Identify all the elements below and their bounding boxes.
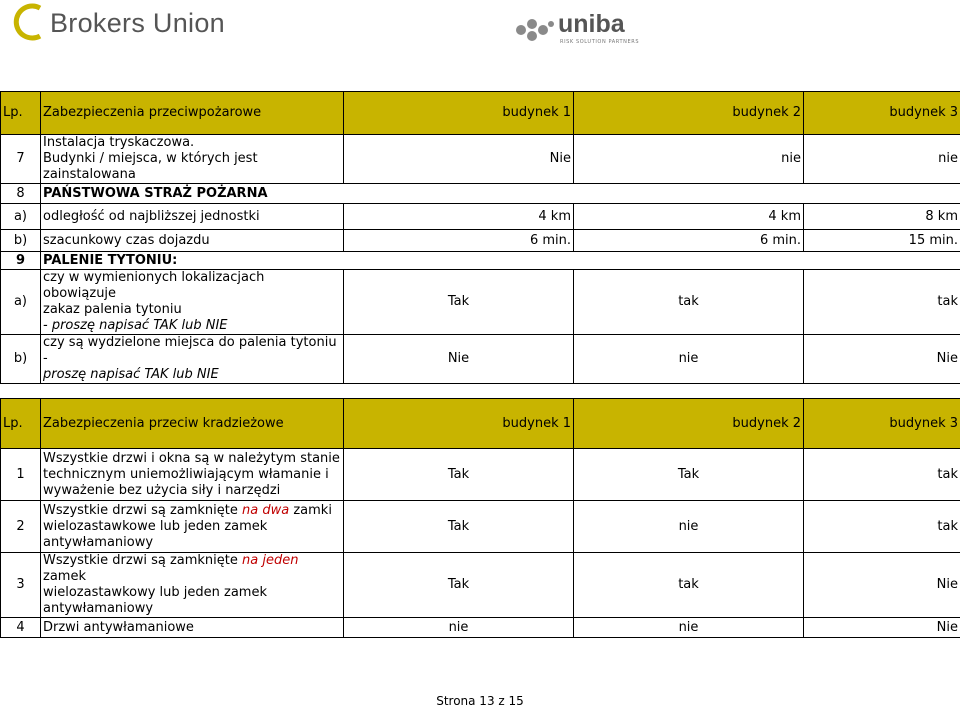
header-building-3: budynek 3: [804, 92, 960, 135]
text-line: antywłamaniowy: [43, 534, 154, 550]
row-lp: 7: [1, 135, 41, 184]
value-building-2: 4 km: [574, 204, 804, 230]
text-line: proszę napisać TAK lub NIE: [43, 367, 219, 382]
value-building-2: tak: [574, 270, 804, 335]
row-lp: a): [1, 270, 41, 335]
value-building-3: tak: [804, 449, 960, 501]
text-line: Wszystkie drzwi i okna są w należytym stanie: [43, 450, 340, 466]
text-part: zamki: [289, 502, 332, 518]
value-building-1: Nie: [344, 135, 574, 184]
row-text: [41, 553, 344, 618]
row-text: szacunkowy czas dojazdu: [41, 230, 344, 252]
table-row: [1, 230, 960, 252]
value-building-2: nie: [574, 335, 804, 384]
value-building-3: tak: [804, 501, 960, 553]
brokers-union-logo-text: Brokers Union: [50, 8, 225, 38]
table-row: [1, 252, 960, 270]
table-row: [1, 135, 960, 184]
table-row: [1, 501, 960, 553]
header-title: Zabezpieczenia przeciw kradzieżowe: [41, 399, 344, 449]
value-building-3: Nie: [804, 618, 960, 638]
header-building-3: budynek 3: [804, 399, 960, 449]
header-title: Zabezpieczenia przeciwpożarowe: [41, 92, 344, 135]
uniba-logo-text: uniba: [558, 10, 625, 38]
theft-table-header: [1, 399, 960, 449]
header-building-1: budynek 1: [344, 92, 574, 135]
text-line: [43, 553, 341, 585]
brokers-union-logo-icon: [10, 2, 48, 42]
row-text: [41, 335, 344, 384]
text-line: zainstalowana: [43, 167, 136, 182]
header-lp: Lp.: [1, 92, 41, 135]
row-text: PAŃSTWOWA STRAŻ POŻARNA: [41, 184, 960, 204]
text-line: Instalacja tryskaczowa.: [43, 135, 195, 150]
row-lp: 1: [1, 449, 41, 501]
value-building-3: 15 min.: [804, 230, 960, 252]
brokers-union-logo: [10, 2, 240, 46]
text-line: zakaz palenia tytoniu: [43, 302, 182, 317]
value-building-2: tak: [574, 553, 804, 618]
emphasis-text: na dwa: [242, 502, 290, 518]
value-building-2: nie: [574, 501, 804, 553]
uniba-logo-subtext: RISK SOLUTION PARTNERS: [560, 39, 640, 45]
text-line: [43, 503, 341, 519]
value-building-3: Nie: [804, 553, 960, 618]
row-text: [41, 449, 344, 501]
value-building-2: nie: [574, 135, 804, 184]
theft-protection-table: [0, 398, 960, 638]
value-building-1: Tak: [344, 501, 574, 553]
value-building-3: Nie: [804, 335, 960, 384]
text-line: antywłamaniowy: [43, 601, 154, 616]
page-number: Strona 13 z 15: [436, 694, 524, 708]
text-part: zamek: [43, 569, 86, 584]
header-building-1: budynek 1: [344, 399, 574, 449]
value-building-2: 6 min.: [574, 230, 804, 252]
header-building-2: budynek 2: [574, 399, 804, 449]
value-building-1: 6 min.: [344, 230, 574, 252]
text-line: czy w wymienionych lokalizacjach obowiązuje: [43, 270, 265, 301]
table-row: [1, 184, 960, 204]
header-lp: Lp.: [1, 399, 41, 449]
row-text: odległość od najbliższej jednostki: [41, 204, 344, 230]
text-part: Wszystkie drzwi są zamknięte: [43, 502, 243, 518]
row-text: PALENIE TYTONIU:: [41, 252, 960, 270]
value-building-3: tak: [804, 270, 960, 335]
row-lp: b): [1, 335, 41, 384]
row-text: [41, 501, 344, 553]
value-building-2: Tak: [574, 449, 804, 501]
fire-protection-table: [0, 91, 960, 384]
table-row: [1, 335, 960, 384]
value-building-1: Nie: [344, 335, 574, 384]
value-building-3: 8 km: [804, 204, 960, 230]
table-row: [1, 270, 960, 335]
table-row: [1, 204, 960, 230]
row-lp: b): [1, 230, 41, 252]
text-line: wyważenie bez użycia siły i narzędzi: [43, 482, 281, 498]
header-building-2: budynek 2: [574, 92, 804, 135]
row-lp: 2: [1, 501, 41, 553]
row-text: [41, 270, 344, 335]
value-building-2: nie: [574, 618, 804, 638]
row-lp: 3: [1, 553, 41, 618]
value-building-1: 4 km: [344, 204, 574, 230]
value-building-1: Tak: [344, 449, 574, 501]
text-line: wielozastawkowe lub jeden zamek: [43, 518, 268, 534]
value-building-1: nie: [344, 618, 574, 638]
value-building-1: Tak: [344, 270, 574, 335]
fire-table-header: [1, 92, 960, 135]
row-text: Drzwi antywłamaniowe: [41, 618, 344, 638]
text-part: Wszystkie drzwi są zamknięte: [43, 553, 243, 568]
text-line: wielozastawkowy lub jeden zamek: [43, 585, 267, 600]
row-lp: a): [1, 204, 41, 230]
text-line: Budynki / miejsca, w których jest: [43, 151, 258, 166]
text-line: - proszę napisać TAK lub NIE: [43, 318, 228, 333]
row-lp: 4: [1, 618, 41, 638]
value-building-3: nie: [804, 135, 960, 184]
row-lp: 9: [1, 252, 41, 270]
table-row: [1, 618, 960, 638]
text-line: czy są wydzielone miejsca do palenia tytoniu -: [43, 335, 337, 366]
row-lp: 8: [1, 184, 41, 204]
value-building-1: Tak: [344, 553, 574, 618]
text-line: technicznym uniemożliwiającym włamanie i: [43, 466, 329, 482]
uniba-logo-icon: [515, 16, 555, 44]
table-row: [1, 449, 960, 501]
table-row: [1, 553, 960, 618]
row-text: [41, 135, 344, 184]
emphasis-text: na jeden: [242, 553, 299, 568]
uniba-logo: [515, 12, 645, 46]
